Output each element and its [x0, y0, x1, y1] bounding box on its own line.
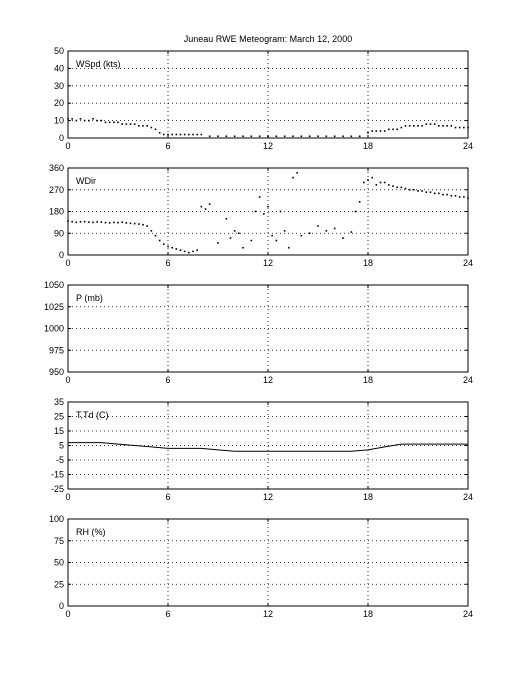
- data-point: [451, 125, 453, 127]
- data-point: [376, 130, 378, 132]
- y-tick-label: -25: [50, 484, 64, 494]
- data-point: [163, 243, 165, 245]
- data-point: [105, 222, 107, 224]
- data-point: [109, 222, 111, 224]
- panel-label: WDir: [76, 176, 96, 186]
- data-point: [105, 122, 107, 124]
- data-point: [167, 246, 169, 248]
- data-point: [334, 135, 336, 137]
- x-tick-label: 24: [462, 375, 474, 385]
- data-point: [155, 235, 157, 237]
- data-point: [263, 213, 265, 215]
- panel-3: [44, 280, 473, 385]
- data-point: [84, 221, 86, 223]
- data-point: [388, 184, 390, 186]
- y-tick-label: 50: [53, 46, 64, 56]
- data-point: [271, 235, 273, 237]
- data-point: [359, 135, 361, 137]
- data-point: [417, 190, 419, 192]
- data-point: [380, 130, 382, 132]
- data-point: [176, 248, 178, 250]
- x-tick-label: 24: [462, 258, 474, 268]
- data-point: [455, 127, 457, 129]
- data-point: [184, 134, 186, 136]
- data-point: [455, 195, 457, 197]
- data-point: [317, 135, 319, 137]
- y-tick-label: 50: [53, 557, 64, 568]
- y-tick-label: 40: [53, 63, 64, 74]
- data-point: [209, 203, 211, 205]
- data-point: [317, 225, 319, 227]
- y-tick-label: 360: [48, 163, 64, 173]
- figure-title: Juneau RWE Meteogram: March 12, 2000: [183, 34, 353, 44]
- data-point: [88, 221, 90, 223]
- data-point: [71, 118, 73, 120]
- data-point: [430, 123, 432, 125]
- data-point: [76, 222, 78, 224]
- data-point: [388, 129, 390, 131]
- data-point: [351, 231, 353, 233]
- data-point: [180, 249, 182, 251]
- y-tick-label: 30: [53, 80, 64, 91]
- data-point: [276, 135, 278, 137]
- data-point: [234, 230, 236, 232]
- data-point: [192, 251, 194, 253]
- data-point: [446, 125, 448, 127]
- data-point: [309, 135, 311, 137]
- panel-label: WSpd (kts): [76, 59, 121, 69]
- data-point: [96, 120, 98, 122]
- data-point: [121, 221, 123, 223]
- data-point: [301, 135, 303, 137]
- data-point: [80, 221, 82, 223]
- data-point: [392, 185, 394, 187]
- panel-4: [51, 397, 473, 502]
- y-tick-label: 1025: [43, 301, 64, 312]
- data-point: [292, 177, 294, 179]
- data-point: [167, 134, 169, 136]
- panel-5: [49, 514, 473, 619]
- x-tick-label: 12: [262, 492, 274, 502]
- panel-1: [54, 46, 473, 151]
- data-point: [467, 197, 469, 199]
- x-tick-label: 12: [262, 609, 274, 619]
- data-point: [113, 222, 115, 224]
- data-point: [255, 211, 257, 213]
- data-point: [146, 225, 148, 227]
- data-point: [130, 123, 132, 125]
- data-point: [196, 134, 198, 136]
- x-tick-label: 18: [362, 492, 374, 502]
- y-tick-label: 270: [48, 184, 64, 195]
- y-tick-label: 180: [48, 206, 64, 217]
- data-point: [134, 223, 136, 225]
- data-point: [267, 206, 269, 208]
- data-point: [151, 230, 153, 232]
- data-point: [126, 222, 128, 224]
- data-point: [101, 221, 103, 223]
- data-point: [326, 230, 328, 232]
- data-point: [351, 135, 353, 137]
- data-point: [159, 132, 161, 134]
- data-point: [130, 223, 132, 225]
- data-point: [109, 122, 111, 124]
- x-tick-label: 6: [165, 609, 171, 619]
- x-tick-label: 24: [462, 492, 474, 502]
- data-point: [188, 134, 190, 136]
- data-point: [426, 123, 428, 125]
- y-tick-label: 5: [58, 440, 64, 451]
- y-tick-label: 975: [48, 345, 64, 356]
- panel-label: T,Td (C): [76, 410, 109, 420]
- data-point: [138, 223, 140, 225]
- data-point: [467, 127, 469, 129]
- y-tick-label: 0: [58, 133, 64, 143]
- data-point: [192, 134, 194, 136]
- panel-label: RH (%): [76, 527, 106, 537]
- y-tick-label: -15: [50, 469, 64, 480]
- data-point: [371, 177, 373, 179]
- data-point: [138, 125, 140, 127]
- data-point: [80, 118, 82, 120]
- data-point: [242, 247, 244, 249]
- x-tick-label: 0: [65, 258, 71, 268]
- data-point: [380, 182, 382, 184]
- data-point: [434, 193, 436, 195]
- data-point: [409, 125, 411, 127]
- x-tick-label: 6: [165, 375, 171, 385]
- data-point: [363, 182, 365, 184]
- data-point: [446, 194, 448, 196]
- data-point: [434, 123, 436, 125]
- y-tick-label: 1000: [43, 323, 64, 334]
- data-point: [217, 242, 219, 244]
- data-point: [463, 127, 465, 129]
- y-tick-label: 1050: [43, 280, 64, 290]
- data-point: [334, 228, 336, 230]
- data-point: [101, 120, 103, 122]
- data-point: [401, 127, 403, 129]
- data-point: [413, 125, 415, 127]
- data-point: [159, 240, 161, 242]
- data-point: [251, 240, 253, 242]
- data-point: [117, 122, 119, 124]
- x-tick-label: 24: [462, 609, 474, 619]
- x-tick-label: 12: [262, 141, 274, 151]
- data-point: [326, 135, 328, 137]
- y-tick-label: 75: [53, 535, 64, 546]
- data-point: [309, 232, 311, 234]
- y-tick-label: 100: [48, 514, 64, 524]
- data-point: [134, 123, 136, 125]
- y-tick-label: 90: [53, 228, 64, 239]
- data-point: [217, 135, 219, 137]
- data-point: [442, 125, 444, 127]
- x-tick-label: 18: [362, 258, 374, 268]
- data-point: [284, 230, 286, 232]
- data-point: [371, 130, 373, 132]
- data-point: [451, 195, 453, 197]
- data-point: [426, 191, 428, 193]
- data-point: [342, 237, 344, 239]
- y-tick-label: -5: [55, 455, 64, 465]
- data-point: [238, 232, 240, 234]
- panel-label: P (mb): [76, 293, 103, 303]
- axes-box: [68, 51, 468, 138]
- x-tick-label: 12: [262, 375, 274, 385]
- data-point: [430, 191, 432, 193]
- y-tick-label: 950: [48, 367, 64, 377]
- data-point: [438, 125, 440, 127]
- x-tick-label: 0: [65, 141, 71, 151]
- data-point: [442, 194, 444, 196]
- data-point: [196, 249, 198, 251]
- data-point: [188, 252, 190, 254]
- data-point: [205, 208, 207, 210]
- data-point: [409, 189, 411, 191]
- data-point: [384, 130, 386, 132]
- data-point: [463, 196, 465, 198]
- data-point: [209, 135, 211, 137]
- data-point: [96, 221, 98, 223]
- y-tick-label: 20: [53, 98, 64, 109]
- data-point: [84, 120, 86, 122]
- data-point: [234, 135, 236, 137]
- chart-panels: [44, 46, 473, 619]
- data-point: [117, 222, 119, 224]
- data-point: [180, 134, 182, 136]
- y-tick-label: 10: [53, 115, 64, 126]
- data-point: [301, 235, 303, 237]
- data-point: [201, 206, 203, 208]
- data-point: [405, 188, 407, 190]
- data-point: [146, 125, 148, 127]
- x-tick-label: 0: [65, 375, 71, 385]
- data-point: [288, 247, 290, 249]
- data-point: [184, 251, 186, 253]
- data-point: [384, 182, 386, 184]
- data-point: [405, 125, 407, 127]
- data-point: [392, 129, 394, 131]
- x-tick-label: 0: [65, 492, 71, 502]
- data-point: [71, 221, 73, 223]
- data-point: [126, 123, 128, 125]
- data-point: [88, 120, 90, 122]
- y-tick-label: 0: [58, 250, 64, 260]
- data-point: [230, 237, 232, 239]
- data-point: [251, 135, 253, 137]
- x-tick-label: 18: [362, 609, 374, 619]
- data-point: [201, 134, 203, 136]
- x-tick-label: 24: [462, 141, 474, 151]
- x-tick-label: 18: [362, 141, 374, 151]
- data-point: [459, 127, 461, 129]
- y-tick-label: 25: [53, 411, 64, 422]
- x-tick-label: 6: [165, 492, 171, 502]
- data-point: [163, 134, 165, 136]
- data-point: [171, 247, 173, 249]
- y-tick-label: 25: [53, 579, 64, 590]
- data-point: [121, 123, 123, 125]
- data-point: [151, 127, 153, 129]
- panel-2: [49, 163, 473, 268]
- y-tick-label: 0: [58, 601, 64, 611]
- data-point: [421, 125, 423, 127]
- data-point: [92, 118, 94, 120]
- x-tick-label: 6: [165, 141, 171, 151]
- data-point: [176, 134, 178, 136]
- data-point: [113, 122, 115, 124]
- data-point: [292, 135, 294, 137]
- data-point: [355, 211, 357, 213]
- data-point: [92, 222, 94, 224]
- data-point: [142, 224, 144, 226]
- data-point: [226, 218, 228, 220]
- data-point: [67, 220, 69, 222]
- data-point: [67, 118, 69, 120]
- data-point: [171, 134, 173, 136]
- y-tick-label: 35: [53, 397, 64, 407]
- data-point: [280, 211, 282, 213]
- data-point: [267, 135, 269, 137]
- x-tick-label: 12: [262, 258, 274, 268]
- data-point: [367, 132, 369, 134]
- data-point: [367, 179, 369, 181]
- data-point: [342, 135, 344, 137]
- data-point: [259, 196, 261, 198]
- data-point: [276, 240, 278, 242]
- data-point: [296, 172, 298, 174]
- data-point: [142, 125, 144, 127]
- data-point: [242, 135, 244, 137]
- data-point: [396, 187, 398, 189]
- data-point: [421, 190, 423, 192]
- data-point: [259, 135, 261, 137]
- data-point: [284, 135, 286, 137]
- data-point: [396, 129, 398, 131]
- x-tick-label: 6: [165, 258, 171, 268]
- data-point: [155, 129, 157, 131]
- data-point: [417, 125, 419, 127]
- data-point: [413, 189, 415, 191]
- y-tick-label: 15: [53, 426, 64, 436]
- data-point: [226, 135, 228, 137]
- data-point: [359, 201, 361, 203]
- data-point: [376, 184, 378, 186]
- data-point: [438, 193, 440, 195]
- data-point: [76, 120, 78, 122]
- x-tick-label: 18: [362, 375, 374, 385]
- data-point: [401, 187, 403, 189]
- x-tick-label: 0: [65, 609, 71, 619]
- data-point: [459, 196, 461, 198]
